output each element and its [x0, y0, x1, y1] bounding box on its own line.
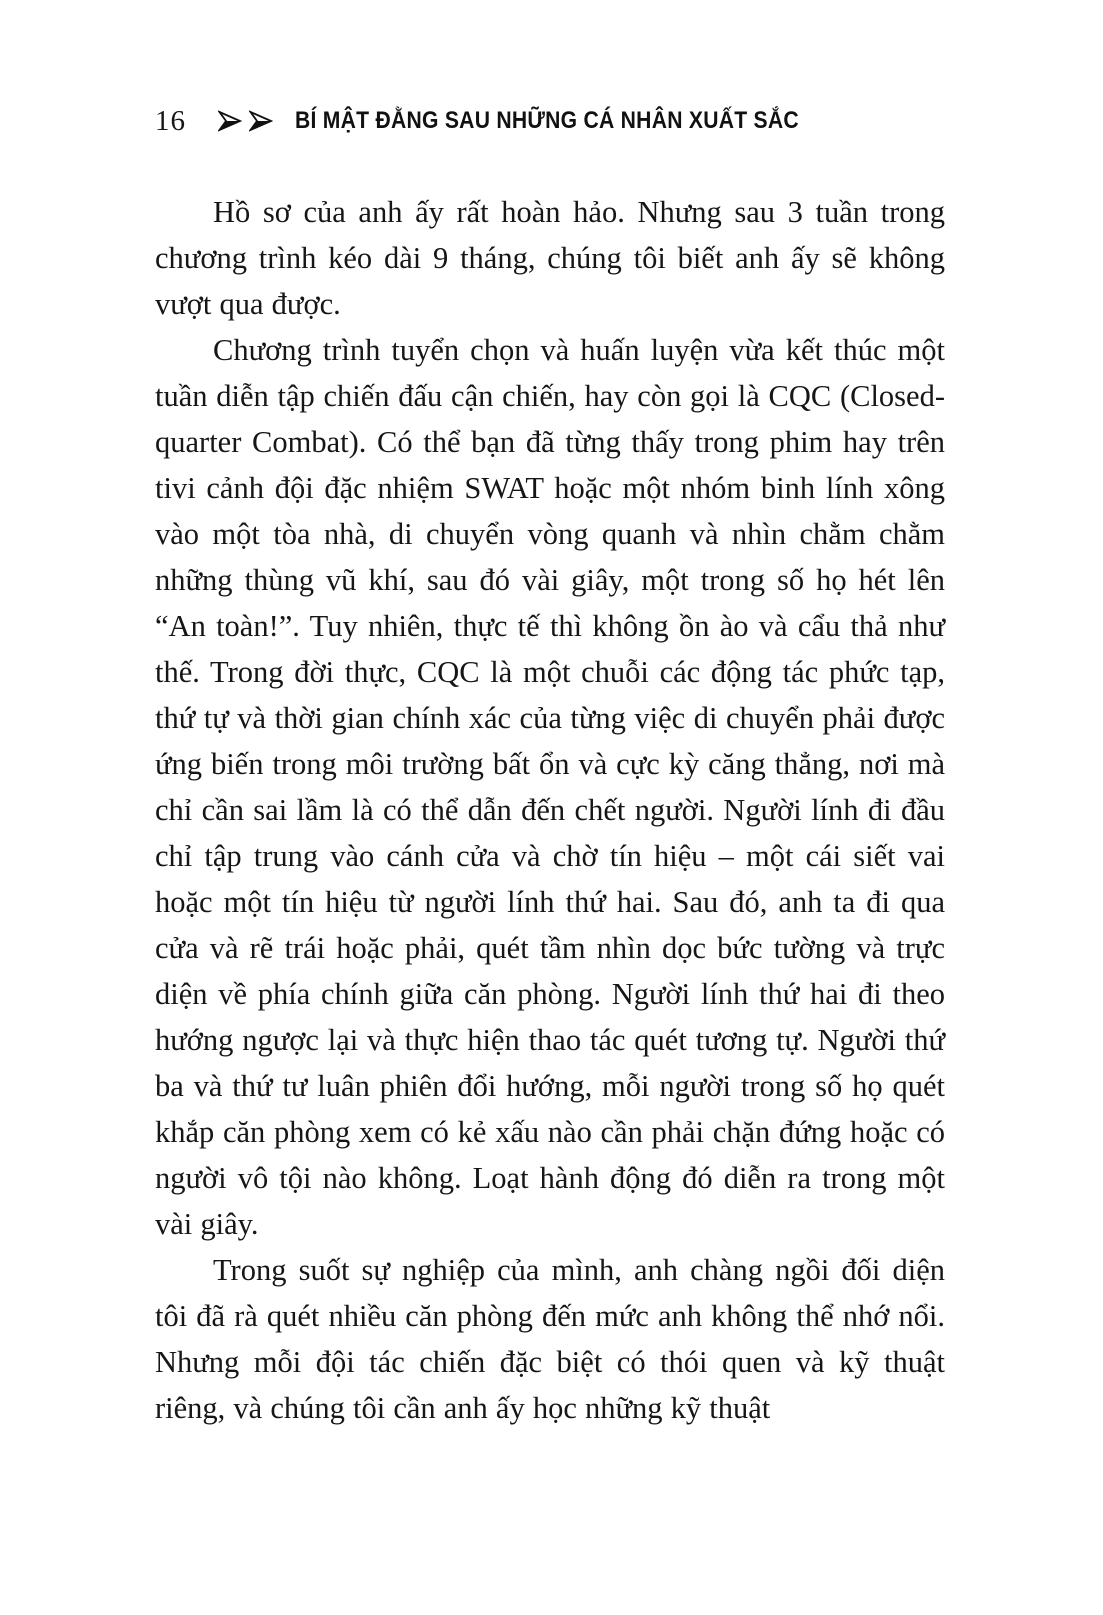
right-arrowhead-icon — [218, 110, 242, 132]
paragraph-1: Hồ sơ của anh ấy rất hoàn hảo. Nhưng sau 3 tuần trong chương trình kéo dài 9 tháng, chúng tôi biết anh ấy sẽ không vượt qua được. — [155, 195, 945, 321]
paragraph-2: Chương trình tuyển chọn và huấn luyện vừa kết thúc một tuần diễn tập chiến đấu cận chiến, hay còn gọi là CQC (Closed-quarter Combat). Có thể bạn đã từng thấy trong phim hay trên tivi cảnh đội đặc nhiệm SWAT hoặc một nhóm binh lính xông vào một tòa nhà, di chuyển vòng quanh và nhìn chằm chằm những thùng vũ khí, sau đó vài giây, một trong số họ hét lên “An toàn!”. Tuy nhiên, thực tế thì không ồn ào và cẩu thả như thế. Trong đời thực, CQC là một chuỗi các động tác phức tạp, thứ tự và thời gian chính xác của từng việc di chuyển phải được ứng biến trong môi trường bất ổn và cực kỳ căng thẳng, nơi mà chỉ cần sai lầm là có thể dẫn đến chết người. Người lính đi đầu chỉ tập trung vào cánh cửa và chờ tín hiệu – một cái siết vai hoặc một tín hiệu từ người lính thứ hai. Sau đó, anh ta đi qua cửa và rẽ trái hoặc phải, quét tầm nhìn dọc bức tường và trực diện về phía chính giữa căn phòng. Người lính thứ hai đi theo hướng ngược lại và thực hiện thao tác quét tương tự. Người thứ ba và thứ tư luân phiên đổi hướng, mỗi người trong số họ quét khắp căn phòng xem có kẻ xấu nào cần phải chặn đứng hoặc có người vô tội nào không. Loạt hành động đó diễn ra trong một vài giây. — [155, 333, 945, 1241]
page-body-text — [155, 189, 945, 1431]
right-arrowhead-icon — [249, 110, 273, 132]
paragraph-3: Trong suốt sự nghiệp của mình, anh chàng ngồi đối diện tôi đã rà quét nhiều căn phòng đến mức anh không thể nhớ nổi. Nhưng mỗi đội tác chiến đặc biệt có thói quen và kỹ thuật riêng, và chúng tôi cần anh ấy học những kỹ thuật — [155, 1253, 945, 1425]
running-header-title: BÍ MẬT ĐẰNG SAU NHỮNG CÁ NHÂN XUẤT SẮC — [295, 107, 799, 134]
double-right-arrowhead-icon — [218, 110, 273, 132]
running-header — [155, 103, 945, 139]
page-number: 16 — [155, 104, 186, 137]
